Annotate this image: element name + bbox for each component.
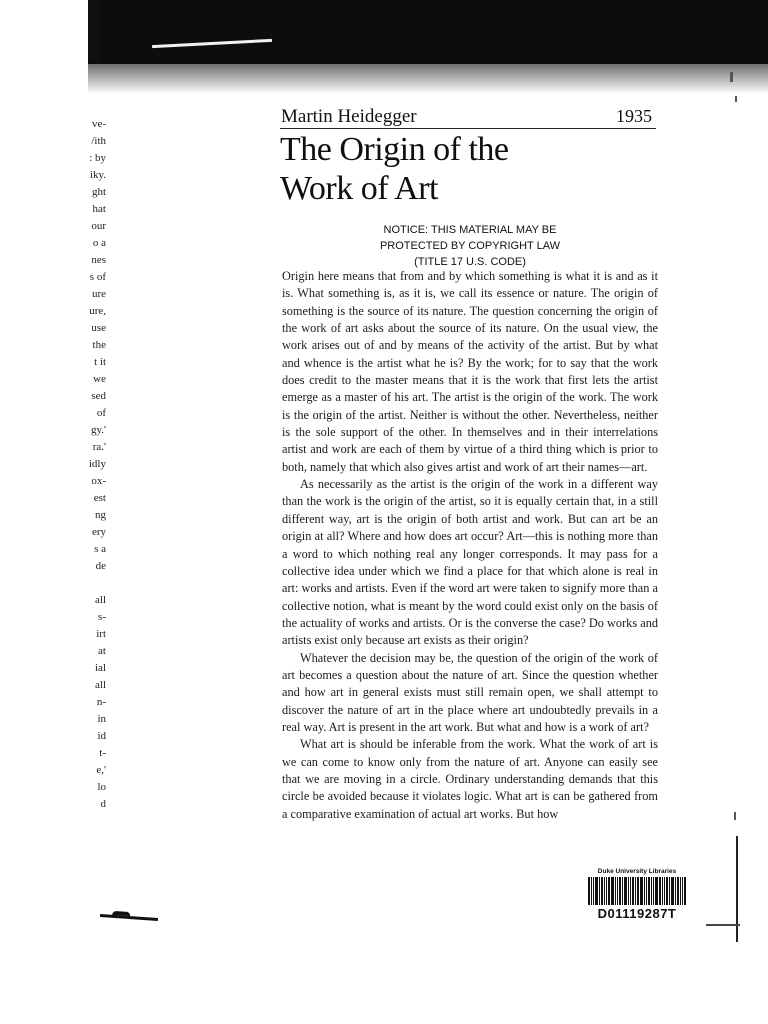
margin-fragment: d (100, 798, 106, 810)
margin-fragment: use (91, 322, 106, 334)
margin-fragment: ra.' (92, 441, 106, 453)
margin-fragment: hat (92, 203, 106, 215)
margin-fragment: in (97, 713, 106, 725)
barcode-bar (588, 877, 590, 905)
publication-year: 1935 (616, 106, 652, 126)
barcode-bar (601, 877, 603, 905)
margin-fragment: irt (96, 628, 106, 640)
margin-fragment: gy.' (90, 424, 106, 436)
barcode-bar (632, 877, 634, 905)
margin-fragment: of (96, 407, 106, 419)
barcode-bar (653, 877, 654, 905)
margin-fragment: e,' (96, 764, 106, 776)
barcode-bar (659, 877, 661, 905)
notice-line: NOTICE: THIS MATERIAL MAY BE (383, 224, 557, 236)
barcode-bar (680, 877, 681, 905)
barcode-bar (666, 877, 668, 905)
barcode-bar (646, 877, 647, 905)
barcode-bar (648, 877, 650, 905)
barcode-bar (669, 877, 670, 905)
barcode-icon (578, 877, 696, 905)
margin-fragment: we (93, 373, 106, 385)
scanner-shadow-top (88, 0, 768, 64)
library-barcode-label (578, 868, 696, 921)
author-name: Martin Heidegger (281, 106, 417, 127)
margin-fragment: ery (91, 526, 106, 538)
margin-fragment: idly (88, 458, 106, 470)
margin-fragment: ve- (91, 118, 106, 130)
barcode-bar (664, 877, 665, 905)
barcode-bar (635, 877, 636, 905)
barcode-bar (593, 877, 594, 905)
barcode-bar (604, 877, 605, 905)
header-rule (280, 128, 656, 129)
margin-fragment: ox- (91, 475, 106, 487)
margin-fragment: the (92, 339, 106, 351)
title-line: The Origin of the (280, 131, 509, 168)
margin-fragment: s of (89, 271, 106, 283)
barcode-bar (630, 877, 631, 905)
essay-body (282, 268, 658, 823)
margin-fragment: s a (94, 543, 106, 555)
margin-fragment: our (91, 220, 106, 232)
barcode-bar (624, 877, 627, 905)
barcode-bar (615, 877, 616, 905)
page-edge-line (736, 836, 738, 942)
notice-line: (TITLE 17 U.S. CODE) (414, 256, 526, 268)
margin-fragment: lo (97, 781, 106, 793)
margin-fragment: /ith (91, 135, 106, 147)
barcode-bar (608, 877, 610, 905)
margin-fragment: n- (96, 696, 106, 708)
margin-fragment: t- (99, 747, 106, 759)
barcode-bar (675, 877, 676, 905)
margin-fragment: ng (95, 509, 106, 521)
barcode-bar (655, 877, 658, 905)
scanner-shadow-fade (88, 64, 768, 94)
margin-fragment: id (97, 730, 106, 742)
barcode-bar (644, 877, 645, 905)
barcode-bar (591, 877, 592, 905)
essay-title (280, 130, 640, 208)
margin-fragment: all (95, 679, 106, 691)
scan-speck (734, 812, 736, 820)
margin-fragment: nes (91, 254, 106, 266)
barcode-bar (640, 877, 643, 905)
barcode-bar (606, 877, 607, 905)
paragraph: What art is should be inferable from the work. What the work of art is we can come to know only from the nature of art. Anyone can easily see that we are moving in a circle. Ordinary understanding demands that this circle be avoided because it violates logic. What art is can be gathered from a comparative examination of actual art works. But how (282, 737, 658, 821)
margin-fragment: ial (95, 662, 106, 674)
paragraph: Origin here means that from and by which something is what it is and as it is. What something is, as it is, we call its essence or nature. The origin of something is the source of its nature. The question concerning the origin of the work of art asks about the source of its nature. On the usual view, the work arises out of and by means of the activity of the artist. But by what and whence is the artist what he is? By the work; for to say that the work does credit to the master means that it is the work that first lets the artist emerge as a master of his art. The artist is the origin of the work. The work is the origin of the artist. Neither is without the other. Nevertheless, neither is the sole support of the other. In themselves and in their interrelations artist and work are each of them by virtue of a third thing which is prior to both, namely that which also gives artist and work of art their names—art. (282, 269, 658, 474)
margin-fragment: t it (94, 356, 106, 368)
barcode-number: D01119287T (597, 906, 677, 921)
paragraph: As necessarily as the artist is the origin of the work in a different way than the work is the origin of the artist, so it is equally certain that, in a still different way, art is the origin of both artist and work. But can art be an origin at all? Where and how does art occur? Art—this is nothing more than a word to which nothing real any longer corresponds. It may pass for a collective idea under which we find a place for that which alone is real in art: works and artists. Even if the word art were taken to signify more than a collective notion, what is meant by the word could exist only on the basis of the actuality of works and artists. Or is the converse the case? Do works and artists exist only because art exists as their origin? (282, 477, 658, 648)
barcode-bar (637, 877, 639, 905)
barcode-library-name: Duke University Libraries (597, 868, 677, 875)
title-line: Work of Art (280, 170, 438, 207)
barcode-bar (651, 877, 652, 905)
barcode-bar (599, 877, 600, 905)
margin-fragment: est (93, 492, 106, 504)
margin-fragment: at (98, 645, 106, 657)
barcode-bar (684, 877, 686, 905)
page-edge-tick (706, 924, 740, 926)
scanner-shadow-left (88, 0, 100, 60)
facing-page-bleed-through (62, 116, 106, 813)
scan-speck (730, 72, 733, 82)
barcode-bar (662, 877, 663, 905)
copyright-notice-stamp (340, 222, 600, 270)
notice-line: PROTECTED BY COPYRIGHT LAW (379, 240, 561, 252)
margin-fragment: de (95, 560, 106, 572)
margin-fragment: o a (92, 237, 106, 249)
margin-fragment: iky. (89, 169, 106, 181)
barcode-bar (617, 877, 618, 905)
barcode-bar (595, 877, 598, 905)
margin-fragment: : by (89, 152, 106, 164)
margin-fragment: sed (91, 390, 106, 402)
margin-fragment: ght (91, 186, 106, 198)
margin-fragment: all (95, 594, 106, 606)
barcode-bar (671, 877, 674, 905)
margin-fragment: ure (91, 288, 106, 300)
barcode-bar (622, 877, 623, 905)
barcode-bar (677, 877, 679, 905)
scan-speck (735, 96, 737, 102)
margin-fragment: s- (98, 611, 106, 623)
barcode-bar (619, 877, 621, 905)
barcode-bar (682, 877, 683, 905)
barcode-bar (611, 877, 614, 905)
margin-fragment (62, 575, 106, 592)
barcode-bar (628, 877, 629, 905)
paragraph: Whatever the decision may be, the question of the origin of the work of art becomes a question about the nature of art. Since the question whether and how art in general exists must still remain open, we shall attempt to discover the nature of art in the place where art undoubtedly prevails in a real way. Art is present in the art work. But what and how is a work of art? (282, 650, 658, 734)
margin-fragment: ure, (89, 305, 106, 317)
margin-arrow-mark (100, 914, 158, 921)
